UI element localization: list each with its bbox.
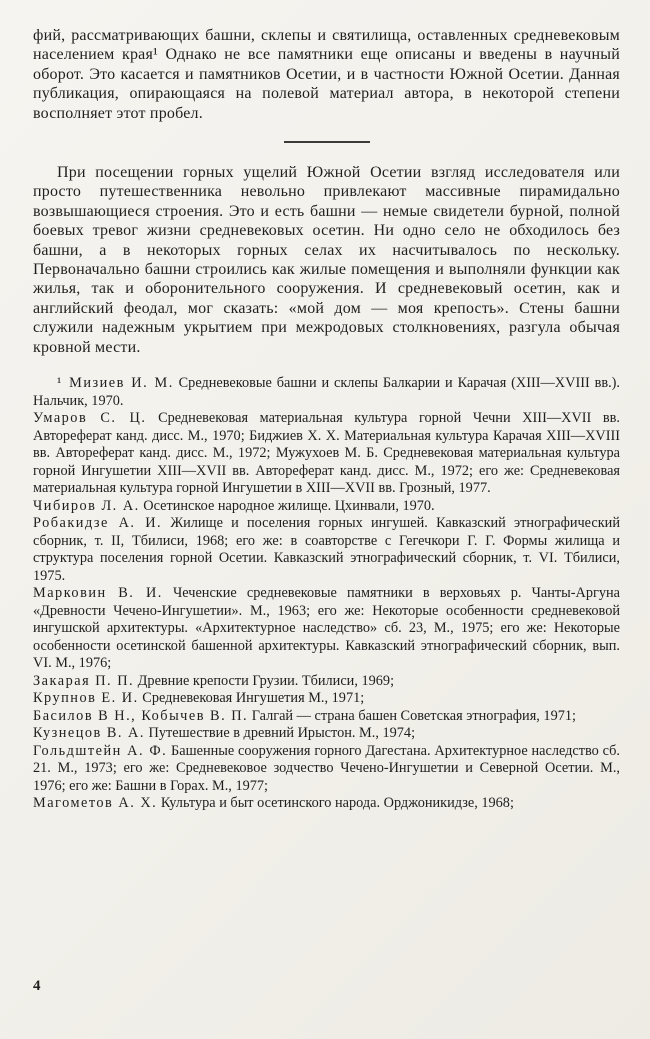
footnote-text: Древние крепости Грузии. Тбилиси, 1969; xyxy=(134,672,395,689)
footnotes-section xyxy=(33,375,620,813)
footnote-entry xyxy=(33,498,620,516)
footnote-text: Средневековые башни и склепы Балкарии и Карачая (XIII—XVIII вв.). Нальчик, 1970. xyxy=(33,375,621,409)
footnote-entry xyxy=(33,690,620,708)
footnote-entry xyxy=(33,795,620,813)
footnote-text: Чеченские средневековые памятники в верховьях р. Чанты-Аргуна «Древности Чечено-Ингушетии». М., 1963; его же: Некоторые особенности средневековой ингушской архитектуры. «Архитектурное наследство» сб. 23, М., 1975; его же: Некоторые особенности осетинской башенной архитектуры. Кавказский этнографический сборник, вып. VI. М., 1976; xyxy=(33,585,620,672)
footnote-author: Басилов В Н., Кобычев В. П. xyxy=(33,707,249,724)
footnote-entry xyxy=(33,515,620,585)
footnote-text: Культура и быт осетинского народа. Орджоникидзе, 1968; xyxy=(157,795,514,812)
footnote-text: Жилище и поселения горных ингушей. Кавказский этнографический сборник, т. II, Тбилиси, 1968; его же: в соавторстве с Гегечкори Г. Г. Формы жилища и структура поселения горной Осетии. Кавказский этнографический сборник, т. VI. Тбилиси, 1975. xyxy=(33,515,620,584)
footnote-text: Средневековая материальная культура горной Чечни XIII—XVII вв. Автореферат канд. дисс. М., 1970; Биджиев Х. Х. Материальная культура Карачая XIII—XVIII вв. Автореферат канд. дисс. М., 1972; Мужухоев М. Б. Средневековая материальная культура горной Ингушетии XIII—XVII вв. Автореферат канд. дисс. М., 1972; его же: Средневековая материальная культура горной Ингушетии в XIII—XVII вв. Грозный, 1977. xyxy=(33,410,620,497)
footnote-author: Закарая П. П. xyxy=(33,672,135,689)
footnote-entry xyxy=(33,585,620,673)
footnote-author: Кузнецов В. А. xyxy=(33,725,145,742)
section-divider-rule xyxy=(284,141,370,143)
footnote-text: Башенные сооружения горного Дагестана. Архитектурное наследство сб. 21. М., 1973; его же: Средневековое зодчество Чечено-Ингушетии и Северной Осетии. М., 1976; его же: Башни в Горах. М., 1977; xyxy=(33,742,620,794)
footnote-entry xyxy=(33,375,620,410)
footnote-author: Умаров С. Ц. xyxy=(33,410,147,427)
footnote-entry xyxy=(33,725,620,743)
footnote-author: Крупнов Е. И. xyxy=(33,690,139,707)
footnote-author: Робакидзе А. И. xyxy=(33,515,163,532)
footnote-author: Магометов А. Х. xyxy=(33,795,158,812)
footnote-entry xyxy=(33,743,620,796)
footnote-text: Средневековая Ингушетия М., 1971; xyxy=(138,690,365,707)
footnote-author: ¹ Мизиев И. М. xyxy=(57,375,174,392)
footnote-entry xyxy=(33,673,620,691)
footnote-text: Осетинское народное жилище. Цхинвали, 1970. xyxy=(139,497,435,514)
footnote-entry xyxy=(33,410,620,498)
footnote-text: Галгай — страна башен Советская этнография, 1971; xyxy=(248,707,576,724)
footnote-entry xyxy=(33,708,620,726)
footnote-author: Чибиров Л. А. xyxy=(33,497,140,514)
footnote-text: Путешествие в древний Ирыстон. М., 1974; xyxy=(144,725,416,742)
page-number: 4 xyxy=(33,978,41,994)
footnote-author: Марковин В. И. xyxy=(33,585,163,602)
intro-paragraph: фий, рассматривающих башни, склепы и святилища, оставленных средневековым населением края¹ Однако не все памятники еще описаны и введены в научный оборот. Это касается и памятников Осетии, и в частности Южной Осетии. Данная публикация, опирающаяся на полевой материал автора, в некоторой степени восполняет этот пробел. xyxy=(33,27,620,122)
footnote-author: Гольдштейн А. Ф. xyxy=(33,742,168,759)
main-paragraph: При посещении горных ущелий Южной Осетии взгляд исследователя или просто путешественника невольно привлекают массивные пирамидально возвышающиеся строения. Это и есть башни — немые свидетели бурной, полной боевых тревог жизни средневековых осетин. Ни одно село не обходилось без башни, а в некоторых горных селах их насчитывалось по нескольку. Первоначально башни строились как жилые помещения и выполняли функции как жилья, так и оборонительного сооружения. И средневековый осетин, как и английский феодал, мог сказать: «мой дом — моя крепость». Стены башни служили надежным укрытием при межродовых столкновениях, разгула обычая кровной мести. xyxy=(33,164,620,356)
